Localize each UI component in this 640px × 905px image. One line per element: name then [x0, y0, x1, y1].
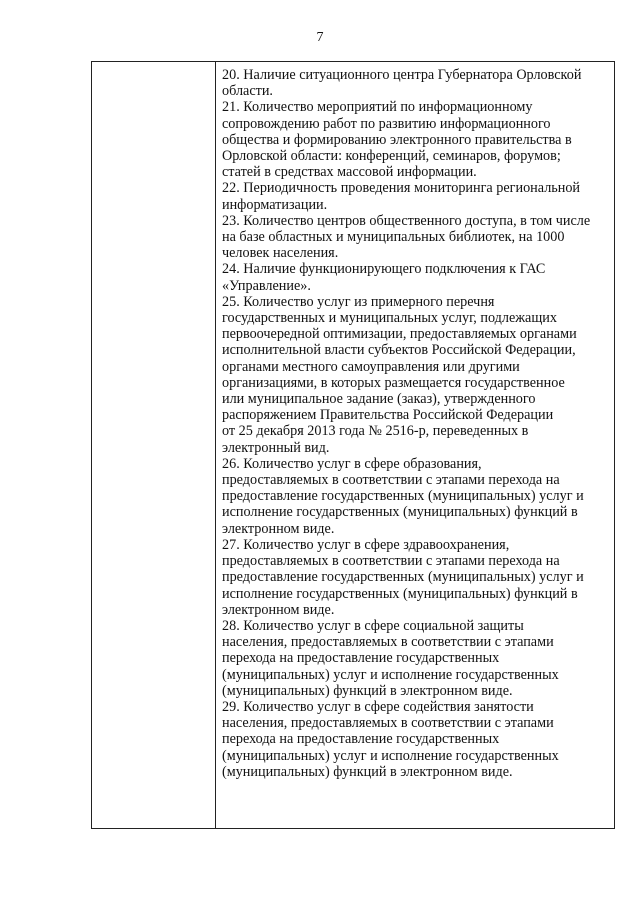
indicator-item-22: 22. Периодичность проведения мониторинга региональной информатизации.: [222, 180, 581, 213]
indicator-item-27: 27. Количество услуг в сфере здравоохранения, предоставляемых в соответствии с этапами перехода на предоставление государственных (муниципальных) услуг и исполнение государственных (муниципальных) функций в электронном виде.: [222, 536, 584, 618]
indicators-list: [216, 62, 614, 828]
indicator-item-28: 28. Количество услуг в сфере социальной защиты населения, предоставляемых в соответствии с этапами перехода на предоставление государственных (муниципальных) услуг и исполнение государственных (муниципальных) функций в электронном виде.: [222, 617, 559, 699]
indicator-item-26: 26. Количество услуг в сфере образования, предоставляемых в соответствии с этапами перехода на предоставление государственных (муниципальных) услуг и исполнение государственных (муниципальных) функций в электронном виде.: [222, 455, 584, 537]
indicator-item-25: 25. Количество услуг из примерного перечня государственных и муниципальных услуг, подлежащих первоочередной оптимизации, предоставляемых органами исполнительной власти субъектов Российской Федерации, органами местного самоуправления или другими организациями, в которых размещается государственное или муниципальное задание (заказ), утвержденного распоряжением Правительства Российской Федерации от 25 декабря 2013 года № 2516-р, переведенных в электронный вид.: [222, 293, 577, 456]
indicator-item-20: 20. Наличие ситуационного центра Губернатора Орловской области.: [222, 67, 582, 100]
table-left-cell: [92, 62, 216, 828]
indicator-item-24: 24. Наличие функционирующего подключения к ГАС «Управление».: [222, 261, 546, 294]
indicator-item-29: 29. Количество услуг в сфере содействия занятости населения, предоставляемых в соответствии с этапами перехода на предоставление государственных (муниципальных) услуг и исполнение государственных (муниципальных) функций в электронном виде.: [222, 698, 559, 780]
page-number: 7: [316, 30, 324, 45]
indicator-item-21: 21. Количество мероприятий по информационному сопровождению работ по развитию информационного общества и формированию электронного правительства в Орловской области: конференций, семинаров, форумов; статей в средствах массовой информации.: [222, 99, 572, 181]
indicator-item-23: 23. Количество центров общественного доступа, в том числе на базе областных и муниципальных библиотек, на 1000 человек населения.: [222, 212, 591, 262]
indicators-table: [91, 61, 615, 829]
